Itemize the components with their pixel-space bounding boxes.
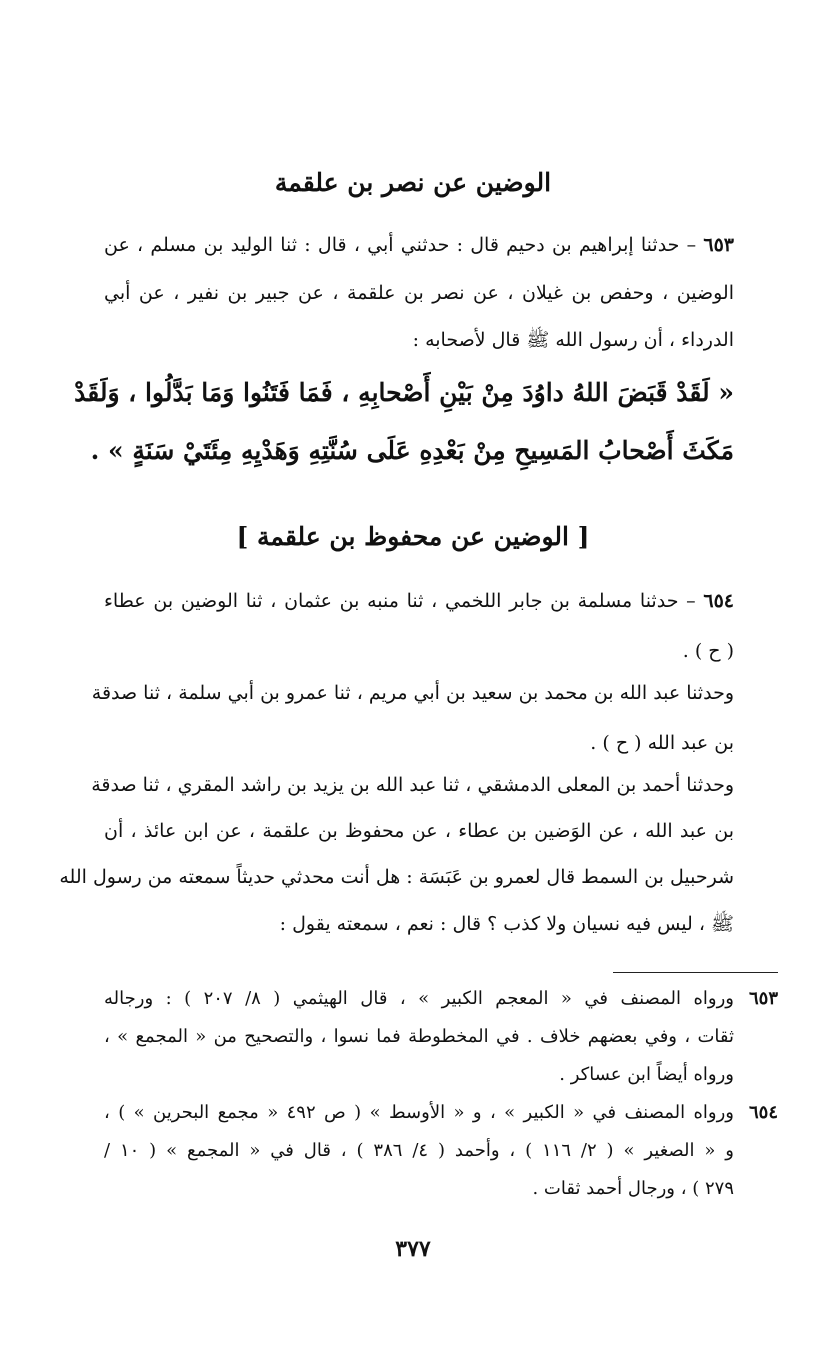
footnote-653-number: ٦٥٣: [748, 988, 778, 1009]
entry-654-line-8: ﷺ ، ليس فيه نسيان ولا كذب ؟ قال : نعم ، سمعته يقول :: [279, 913, 734, 935]
footnote-653-line-3: ورواه أيضاً ابن عساكر .: [559, 1064, 734, 1085]
footnote-654-line-1: ورواه المصنف في « الكبير » ، و « الأوسط » ( ص ٤٩٢ « مجمع البحرين » ) ،: [104, 1102, 735, 1123]
entry-654-line-4: بن عبد الله ( ح ) .: [590, 732, 734, 754]
entry-653-line-2: الوضين ، وحفص بن غيلان ، عن نصر بن علقمة ، عن جبير بن نفير ، عن أبي: [104, 282, 734, 304]
entry-654-line-2: ( ح ) .: [682, 640, 734, 662]
hadith-653-line-1: « لَقَدْ قَبَضَ اللهُ داوُدَ مِنْ بَيْنِ أَصْحابِهِ ، فَمَا فَتَنُوا وَمَا بَدَّلُوا ، وَلَقَدْ: [74, 378, 734, 407]
entry-653-line-3: الدرداء ، أن رسول الله ﷺ قال لأصحابه :: [412, 329, 734, 351]
entry-653-text-1: – حدثنا إبراهيم بن دحيم قال : حدثني أبي ، قال : ثنا الوليد بن مسلم ، عن: [104, 234, 697, 256]
footnote-653-line-1: ورواه المصنف في « المعجم الكبير » ، قال الهيثمي ( ٨/ ٢٠٧ ) : ورجاله: [104, 988, 734, 1009]
section-heading-mahfuz: [ الوضين عن محفوظ بن علقمة ]: [236, 522, 590, 551]
entry-654-line-6: بن عبد الله ، عن الوَضين بن عطاء ، عن محفوظ بن علقمة ، عن ابن عائذ ، أن: [104, 820, 734, 842]
entry-654-number: ٦٥٤: [703, 590, 734, 612]
entry-653-line-1: [104, 234, 734, 256]
entry-654-line-5: وحدثنا أحمد بن المعلى الدمشقي ، ثنا عبد الله بن يزيد بن راشد المقري ، ثنا صدقة: [91, 774, 734, 796]
footnote-separator: [613, 972, 778, 973]
page-number: ٣٧٧: [395, 1236, 431, 1262]
footnote-654-line-2: و « الصغير » ( ٢/ ١١٦ ) ، وأحمد ( ٤/ ٣٨٦ ) ، قال في « المجمع » ( ١٠ /: [104, 1140, 734, 1161]
hadith-653-line-2: مَكَثَ أَصْحابُ المَسِيحِ مِنْ بَعْدِهِ عَلَى سُنَّتِهِ وَهَدْيِهِ مِئَتَيْ سَنَةٍ » .: [90, 436, 734, 465]
entry-654-line-7: شرحبيل بن السمط قال لعمرو بن عَبَسَة : هل أنت محدثي حديثاً سمعته من رسول الله: [59, 866, 734, 888]
footnote-654-number: ٦٥٤: [748, 1102, 778, 1123]
entry-653-number: ٦٥٣: [703, 234, 734, 256]
footnote-653-line-2: ثقات ، وفي بعضهم خلاف . في المخطوطة فما نسوا ، والتصحيح من « المجمع » ،: [104, 1026, 734, 1047]
entry-654-text-1: – حدثنا مسلمة بن جابر اللخمي ، ثنا منبه بن عثمان ، ثنا الوضين بن عطاء: [104, 590, 696, 612]
entry-654-line-1: [104, 590, 734, 612]
footnote-654-line-3: ٢٧٩ ) ، ورجال أحمد ثقات .: [532, 1178, 734, 1199]
section-heading-nasr: الوضين عن نصر بن علقمة: [274, 168, 552, 197]
entry-654-line-3: وحدثنا عبد الله بن محمد بن سعيد بن أبي مريم ، ثنا عمرو بن أبي سلمة ، ثنا صدقة: [91, 682, 734, 704]
